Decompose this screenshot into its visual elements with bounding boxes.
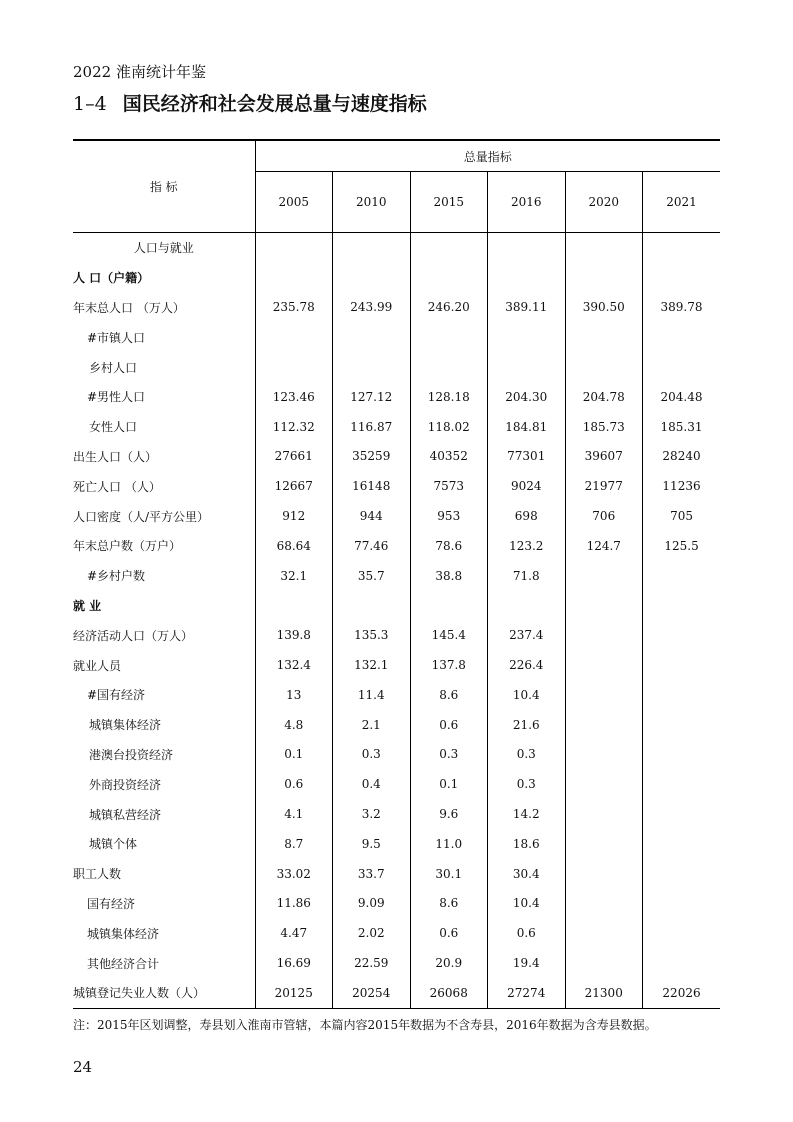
page-number: 24 <box>73 1058 93 1076</box>
cell-value <box>333 352 411 382</box>
row-label: 死亡人口 （人） <box>73 479 161 494</box>
cell-value: 20.9 <box>410 948 488 978</box>
cell-value: 185.73 <box>565 412 643 442</box>
row-label: 年末总户数（万户） <box>73 539 182 554</box>
cell-value: 33.02 <box>255 859 333 889</box>
row-label: 城镇私营经济 <box>89 807 162 822</box>
row-label: 外商投资经济 <box>89 777 162 792</box>
cell-value: 0.6 <box>488 918 566 948</box>
cell-value: 912 <box>255 501 333 531</box>
cell-value: 123.2 <box>488 531 566 561</box>
cell-value: 21977 <box>565 471 643 501</box>
table-row <box>73 322 720 352</box>
cell-value <box>333 263 411 293</box>
row-label: 就 业 <box>73 598 102 613</box>
cell-value: 226.4 <box>488 650 566 680</box>
total-indicator-header: 总量指标 <box>255 140 720 172</box>
table-row <box>73 859 720 889</box>
cell-value: 14.2 <box>488 799 566 829</box>
cell-value: 7573 <box>410 471 488 501</box>
cell-value <box>643 829 721 859</box>
cell-value: 4.47 <box>255 918 333 948</box>
cell-value <box>410 263 488 293</box>
table-row <box>73 620 720 650</box>
table-row <box>73 561 720 591</box>
cell-value: 4.1 <box>255 799 333 829</box>
cell-value: 11236 <box>643 471 721 501</box>
cell-value <box>643 769 721 799</box>
cell-value: 39607 <box>565 442 643 472</box>
cell-value <box>333 233 411 263</box>
cell-value: 0.3 <box>410 740 488 770</box>
cell-value: 8.6 <box>410 680 488 710</box>
table-row <box>73 293 720 323</box>
row-label: 人口与就业 <box>133 241 194 256</box>
cell-value <box>565 322 643 352</box>
cell-value <box>565 561 643 591</box>
cell-value: 30.1 <box>410 859 488 889</box>
cell-value: 28240 <box>643 442 721 472</box>
cell-value: 127.12 <box>333 382 411 412</box>
cell-value: 0.6 <box>255 769 333 799</box>
cell-value <box>255 263 333 293</box>
table-row <box>73 233 720 263</box>
cell-value: 128.18 <box>410 382 488 412</box>
cell-value <box>255 233 333 263</box>
cell-value: 21.6 <box>488 710 566 740</box>
cell-value: 77.46 <box>333 531 411 561</box>
cell-value: 20125 <box>255 978 333 1008</box>
footnote: 注：2015年区划调整，寿县划入淮南市管辖，本篇内容2015年数据为不含寿县，2016年数据为含寿县数据。 <box>73 1018 657 1032</box>
year-header: 2020 <box>565 172 643 233</box>
row-label: #市镇人口 <box>87 330 146 345</box>
cell-value <box>643 561 721 591</box>
cell-value: 204.30 <box>488 382 566 412</box>
cell-value <box>410 233 488 263</box>
table-row <box>73 501 720 531</box>
row-label: 其他经济合计 <box>87 956 160 971</box>
cell-value: 0.3 <box>488 769 566 799</box>
table-body <box>73 233 720 1009</box>
cell-value: 235.78 <box>255 293 333 323</box>
year-header: 2010 <box>333 172 411 233</box>
cell-value: 9024 <box>488 471 566 501</box>
cell-value: 389.11 <box>488 293 566 323</box>
cell-value: 35259 <box>333 442 411 472</box>
cell-value: 0.6 <box>410 918 488 948</box>
cell-value: 0.1 <box>410 769 488 799</box>
table-row <box>73 263 720 293</box>
cell-value <box>565 233 643 263</box>
cell-value: 125.5 <box>643 531 721 561</box>
cell-value: 0.4 <box>333 769 411 799</box>
cell-value <box>565 918 643 948</box>
cell-value: 2.02 <box>333 918 411 948</box>
table-row <box>73 740 720 770</box>
cell-value: 0.6 <box>410 710 488 740</box>
cell-value <box>565 620 643 650</box>
cell-value <box>643 591 721 621</box>
cell-value: 8.7 <box>255 829 333 859</box>
cell-value: 11.4 <box>333 680 411 710</box>
row-label: #男性人口 <box>87 390 146 405</box>
indicator-column-header: 指 标 <box>73 140 255 233</box>
row-label: 经济活动人口（万人） <box>73 628 194 643</box>
cell-value: 237.4 <box>488 620 566 650</box>
cell-value <box>643 740 721 770</box>
cell-value: 40352 <box>410 442 488 472</box>
cell-value: 184.81 <box>488 412 566 442</box>
cell-value <box>565 829 643 859</box>
cell-value <box>488 352 566 382</box>
cell-value <box>643 710 721 740</box>
row-label: 人 口（户籍） <box>73 271 150 286</box>
cell-value: 116.87 <box>333 412 411 442</box>
cell-value <box>488 233 566 263</box>
cell-value <box>565 769 643 799</box>
table-row <box>73 442 720 472</box>
cell-value: 204.78 <box>565 382 643 412</box>
cell-value <box>488 322 566 352</box>
row-label: 职工人数 <box>73 867 122 882</box>
table-row <box>73 591 720 621</box>
row-label: #乡村户数 <box>87 569 146 584</box>
cell-value: 9.5 <box>333 829 411 859</box>
cell-value: 118.02 <box>410 412 488 442</box>
table-row <box>73 829 720 859</box>
table-row <box>73 352 720 382</box>
cell-value <box>333 591 411 621</box>
cell-value: 944 <box>333 501 411 531</box>
cell-value: 10.4 <box>488 889 566 919</box>
cell-value <box>643 799 721 829</box>
table-row <box>73 650 720 680</box>
cell-value <box>565 650 643 680</box>
cell-value <box>488 263 566 293</box>
book-title: 2022 淮南统计年鉴 <box>73 63 206 81</box>
cell-value: 38.8 <box>410 561 488 591</box>
cell-value: 3.2 <box>333 799 411 829</box>
table-row <box>73 948 720 978</box>
cell-value: 9.09 <box>333 889 411 919</box>
cell-value: 204.48 <box>643 382 721 412</box>
cell-value <box>410 322 488 352</box>
table-title-text: 国民经济和社会发展总量与速度指标 <box>122 93 427 115</box>
table-number: 1–4 <box>73 93 107 115</box>
cell-value: 135.3 <box>333 620 411 650</box>
table-row <box>73 710 720 740</box>
cell-value <box>643 680 721 710</box>
cell-value: 390.50 <box>565 293 643 323</box>
cell-value: 16148 <box>333 471 411 501</box>
cell-value: 698 <box>488 501 566 531</box>
row-label: 城镇集体经济 <box>89 718 162 733</box>
cell-value <box>410 352 488 382</box>
cell-value: 22026 <box>643 978 721 1008</box>
year-header: 2016 <box>488 172 566 233</box>
cell-value: 13 <box>255 680 333 710</box>
cell-value <box>333 322 411 352</box>
table-row <box>73 918 720 948</box>
cell-value <box>643 352 721 382</box>
cell-value: 10.4 <box>488 680 566 710</box>
cell-value <box>643 650 721 680</box>
cell-value <box>565 948 643 978</box>
row-label: 城镇个体 <box>89 837 138 852</box>
row-label: 乡村人口 <box>89 360 138 375</box>
row-label: 城镇集体经济 <box>87 926 160 941</box>
cell-value <box>410 591 488 621</box>
cell-value: 2.1 <box>333 710 411 740</box>
table-row <box>73 382 720 412</box>
cell-value <box>255 591 333 621</box>
cell-value <box>565 591 643 621</box>
table-title <box>73 89 427 116</box>
cell-value: 68.64 <box>255 531 333 561</box>
table-row <box>73 889 720 919</box>
cell-value: 0.1 <box>255 740 333 770</box>
table-row <box>73 531 720 561</box>
cell-value <box>565 740 643 770</box>
cell-value <box>643 918 721 948</box>
row-label: 港澳台投资经济 <box>89 747 174 762</box>
cell-value <box>643 948 721 978</box>
cell-value: 0.3 <box>333 740 411 770</box>
cell-value: 26068 <box>410 978 488 1008</box>
row-label: 人口密度（人/平方公里） <box>73 509 210 524</box>
cell-value: 19.4 <box>488 948 566 978</box>
table-row <box>73 471 720 501</box>
row-label: 出生人口（人） <box>73 449 158 464</box>
year-header: 2005 <box>255 172 333 233</box>
cell-value: 11.0 <box>410 829 488 859</box>
cell-value: 139.8 <box>255 620 333 650</box>
cell-value: 185.31 <box>643 412 721 442</box>
row-label: 年末总人口 （万人） <box>73 300 185 315</box>
table-row <box>73 769 720 799</box>
cell-value <box>565 799 643 829</box>
row-label: 城镇登记失业人数（人） <box>73 978 255 1008</box>
cell-value <box>643 620 721 650</box>
cell-value <box>565 352 643 382</box>
table-row <box>73 680 720 710</box>
cell-value: 78.6 <box>410 531 488 561</box>
cell-value: 706 <box>565 501 643 531</box>
cell-value: 9.6 <box>410 799 488 829</box>
table-row <box>73 978 720 1008</box>
cell-value <box>643 859 721 889</box>
cell-value <box>255 352 333 382</box>
cell-value <box>643 322 721 352</box>
cell-value: 953 <box>410 501 488 531</box>
cell-value: 123.46 <box>255 382 333 412</box>
cell-value: 12667 <box>255 471 333 501</box>
cell-value: 16.69 <box>255 948 333 978</box>
cell-value: 132.1 <box>333 650 411 680</box>
cell-value <box>565 710 643 740</box>
row-label: #国有经济 <box>87 688 146 703</box>
cell-value: 0.3 <box>488 740 566 770</box>
table-row <box>73 412 720 442</box>
cell-value: 32.1 <box>255 561 333 591</box>
cell-value: 705 <box>643 501 721 531</box>
cell-value: 27661 <box>255 442 333 472</box>
cell-value <box>565 889 643 919</box>
cell-value: 246.20 <box>410 293 488 323</box>
cell-value <box>643 889 721 919</box>
cell-value: 77301 <box>488 442 566 472</box>
cell-value: 124.7 <box>565 531 643 561</box>
cell-value <box>565 859 643 889</box>
cell-value: 22.59 <box>333 948 411 978</box>
cell-value: 4.8 <box>255 710 333 740</box>
year-header: 2015 <box>410 172 488 233</box>
table-row <box>73 799 720 829</box>
cell-value <box>643 233 721 263</box>
cell-value <box>565 680 643 710</box>
cell-value <box>255 322 333 352</box>
cell-value: 243.99 <box>333 293 411 323</box>
cell-value: 30.4 <box>488 859 566 889</box>
cell-value: 145.4 <box>410 620 488 650</box>
cell-value: 27274 <box>488 978 566 1008</box>
cell-value: 132.4 <box>255 650 333 680</box>
year-header: 2021 <box>643 172 721 233</box>
cell-value: 35.7 <box>333 561 411 591</box>
cell-value: 71.8 <box>488 561 566 591</box>
row-label: 国有经济 <box>87 896 136 911</box>
row-label: 就业人员 <box>73 658 122 673</box>
statistics-table <box>73 139 720 1009</box>
cell-value: 20254 <box>333 978 411 1008</box>
cell-value: 112.32 <box>255 412 333 442</box>
cell-value: 21300 <box>565 978 643 1008</box>
cell-value <box>565 263 643 293</box>
cell-value <box>488 591 566 621</box>
cell-value: 389.78 <box>643 293 721 323</box>
cell-value: 33.7 <box>333 859 411 889</box>
cell-value: 18.6 <box>488 829 566 859</box>
cell-value: 11.86 <box>255 889 333 919</box>
cell-value <box>643 263 721 293</box>
row-label: 女性人口 <box>89 420 138 435</box>
cell-value: 137.8 <box>410 650 488 680</box>
cell-value: 8.6 <box>410 889 488 919</box>
